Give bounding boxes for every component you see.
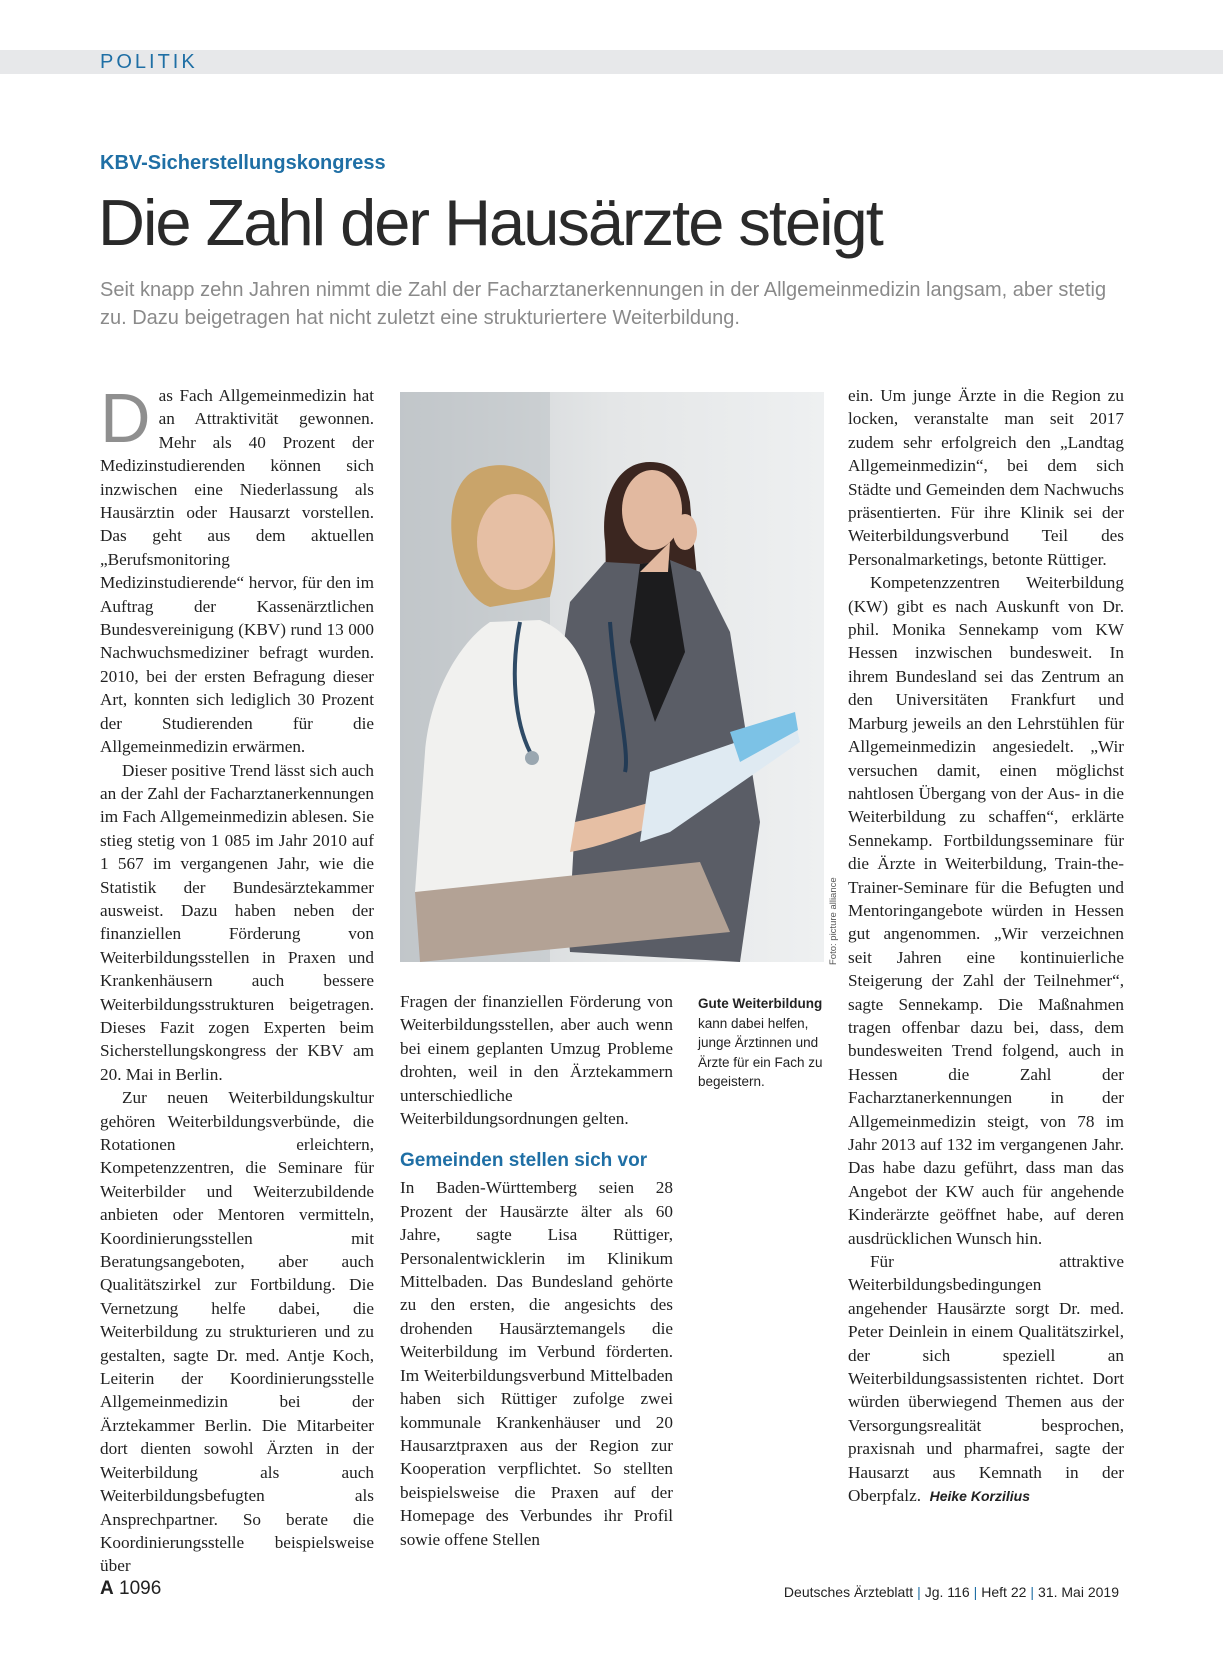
article-headline: Die Zahl der Hausärzte steigt [98,186,882,259]
paragraph: In Baden-Württemberg seien 28 Prozent der Hausärzte älter als 60 Jahre, sagte Lisa Rüttiger, Personalentwicklerin im Klinikum Mittelbaden. Das Bundesland gehörte zu den ersten, die angesichts des drohenden Hausärztemangels die Weiterbildung im Verbund förderten. Im Weiterbildungsverbund Mittelbaden haben sich Rüttiger zufolge zwei kommunale Krankenhäuser und 20 Hausarztpraxen aus der Region zur Kooperation verpflichtet. So stellten beispielsweise die Praxen auf der Homepage des Verbundes ihr Profil sowie offene Stellen [400,1178,673,1549]
paragraph-intro-text: as Fach Allgemeinmedizin hat an Attraktivität gewonnen. Mehr als 40 Prozent der Medizinstudierenden können sich inzwischen eine Niederlassung als Hausärztin oder Hausarzt vorstellen. Das geht aus dem aktuellen „Berufsmonitoring Medizinstudierende“ hervor, für den im Auftrag der Kassenärztlichen Bundesvereinigung (KBV) rund 13 000 Nachwuchsmediziner befragt wurden. 2010, bei der ersten Befragung dieser Art, konnten sich lediglich 30 Prozent der Studierenden für die Allgemeinmedizin erwärmen. [100,386,374,757]
caption-lead: Gute Weiterbildung [698,996,823,1011]
author-name: Heike Korzilius [929,1488,1030,1505]
photo-credit [828,877,840,965]
photo-credit-text: Foto: picture alliance [828,877,839,965]
journal-issue: Heft 22 [981,1584,1027,1600]
article-kicker: KBV-Sicherstellungskongress [100,152,386,174]
separator: | [917,1584,921,1600]
separator: | [973,1584,978,1600]
subheading: Gemeinden stellen sich vor [400,1150,648,1172]
caption-text: kann dabei helfen, junge Ärztinnen und Ärzte für ein Fach zu begeistern. [698,1015,823,1089]
journal-name: Deutsches Ärzteblatt [783,1584,914,1600]
photo-two-doctors [400,392,824,962]
page-number [100,1578,161,1600]
article-photo [400,392,824,962]
journal-date: 31. Mai 2019 [1038,1584,1119,1600]
page-number-value: 1096 [119,1578,162,1599]
journal-volume: Jg. 116 [924,1584,970,1600]
page-prefix: A [100,1578,114,1599]
section-label: POLITIK [100,51,198,73]
paragraph: Dieser positive Trend lässt sich auch an der Zahl der Facharztanerkennungen im Fach Allgemeinmedizin ablesen. Sie stieg stetig von 1 085 im Jahr 2010 auf 1 567 im vergangenen Jahr, wie die Statistik der Bundesärztekammer ausweist. Dazu haben neben der finanziellen Förderung von Weiterbildungsstellen in Praxen und Krankenhäusern auch bessere Weiterbildungsstrukturen beigetragen. Dieses Fazit zogen Experten beim Sicherstellungskongress der KBV am 20. Mai in Berlin. [100,760,374,1084]
paragraph: ein. Um junge Ärzte in die Region zu locken, veranstalte man seit 2017 zudem sehr erfolgreich den „Landtag Allgemeinmedizin“, bei dem sich Städte und Gemeinden dem Nachwuchs präsentierten. Für ihre Klinik sei der Weiterbildungsverbund Teil des Personalmarketings, betonte Rüttiger. [848,386,1124,569]
text-column-1 [100,379,374,1578]
photo-caption [698,994,828,1092]
text-column-2 [400,990,673,1551]
drop-cap: D [100,379,151,457]
article-standfirst: Seit knapp zehn Jahren nimmt die Zahl der Facharztanerkennungen in der Allgemeinmedizin langsam, aber stetig zu. Dazu beigetragen hat nicht zuletzt eine strukturiertere Weiterbildung. [100,279,1107,329]
paragraph: Zur neuen Weiterbildungskultur gehören Weiterbildungsverbünde, die Rotationen erleichtern, Kompetenzzentren, die Seminare für Weiterbilder und Weiterzubildende anbieten oder Mentoren vermitteln, Koordinierungsstellen mit Beratungsangeboten, aber auch Qualitätszirkel zur Fortbildung. Die Vernetzung helfe dabei, die Weiterbildung zu strukturieren und zu gestalten, sagte Dr. med. Antje Koch, Leiterin der Koordinierungsstelle Allgemeinmedizin bei der Ärztekammer Berlin. Die Mitarbeiter dort dienten sowohl Ärzten in der Weiterbildung als auch Weiterbildungsbefugten als Ansprechpartner. So berate die Koordinierungsstelle beispielsweise über [100,1088,374,1576]
text-column-3 [848,384,1124,1509]
paragraph-final [848,1250,1124,1508]
paragraph: Fragen der finanziellen Förderung von Weiterbildungsstellen, aber auch wenn bei einem geplanten Umzug Probleme drohten, weil in den Ärztekammern unterschiedliche Weiterbildungsordnungen gelten. [400,992,673,1129]
journal-info [784,1584,1119,1600]
paragraph: Kompetenzzentren Weiterbildung (KW) gibt es nach Auskunft von Dr. phil. Monika Sennekamp vom KW Hessen inzwischen bundesweit. In ihrem Bundesland sei das Zentrum an den Universitäten Frankfurt und Marburg jeweils an den Lehrstühlen für Allgemeinmedizin angesiedelt. „Wir versuchen damit, einen möglichst nahtlosen Übergang von der Aus- in die Weiterbildung zu schaffen“, erklärte Sennekamp. Fortbildungsseminare für die Ärzte in Weiterbildung, Train-the-Trainer-Seminare für die Befugten und Mentoringangebote würden in Hessen gut angenommen. „Wir verzeichnen seit Jahren eine kontinuierliche Steigerung der Zahl der Teilnehmer“, sagte Sennekamp. Die Maßnahmen tragen offenbar dazu bei, dass, dem bundesweiten Trend folgend, auch in Hessen die Zahl der Facharztanerkennungen in der Allgemeinmedizin steigt, von 78 im Jahr 2013 auf 132 im vergangenen Jahr. Das habe dazu geführt, dass man das Angebot der KW auch für angehende Kinderärzte geöffnet habe, auf deren ausdrücklichen Wunsch hin. [848,573,1124,1248]
paragraph-final-text: Für attraktive Weiterbildungsbedingungen angehender Hausärzte sorgt Dr. med. Peter Deinlein in einem Qualitätszirkel, der sich speziell an Weiterbildungsassistenten richtet. Dort würden überwiegend Themen aus der Versorgungsrealität besprochen, praxisnah und pharmafrei, sagte der Hausarzt aus Kemnath in der Oberpfalz. [848,1252,1124,1506]
separator: | [1030,1584,1035,1600]
paragraph-intro [100,379,374,759]
